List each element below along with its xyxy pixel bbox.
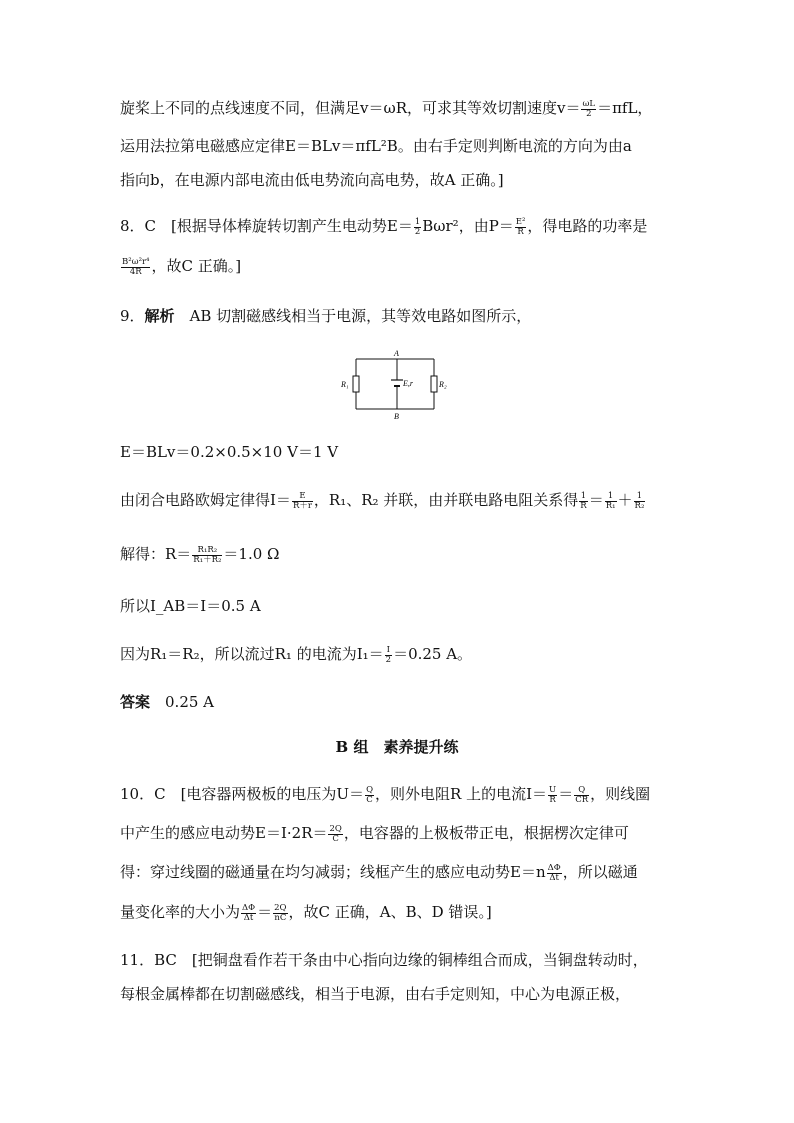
answer-line (120, 692, 214, 712)
fraction: $\frac{E}{R+r}$ (292, 490, 312, 511)
equation-5: 因为R₁＝R₂，所以流过R₁ 的电流为I₁＝ $\frac{I}{2}$ ＝0.25 A。 (120, 644, 473, 665)
equation-4: 所以I_AB＝I＝0.5 A (120, 597, 261, 615)
label-a: A (394, 349, 399, 358)
fraction: $\frac{1}{\text{R₂}}$ (634, 490, 645, 511)
fraction: $\frac{1}{2}$ (414, 216, 421, 237)
question-8-line-1: 8．C [根据导体棒旋转切割产生电动势E＝ $\frac{1}{2}$ Bωr²，由P＝ $\frac{\text{E²}}{R}$ ，得电路的功率是 (120, 216, 648, 237)
question-10-line-4: 量变化率的大小为 $\frac{\Delta\Phi}{\Delta t}$ ＝ $\frac{2Q}{nC}$ ，故C 正确，A、B、D 错误。] (120, 902, 492, 923)
equation-3: 解得：R＝ $\frac{\text{R₁R₂}}{\text{R₁＋R₂}}$ ＝1.0 Ω (120, 544, 280, 565)
fraction: $\frac{2Q}{nC}$ (274, 902, 287, 923)
fraction: $\frac{Q}{C}$ (366, 784, 374, 805)
resistor-r1 (353, 376, 359, 392)
section-title: B 组 素养提升练 (335, 738, 459, 756)
fraction: $\frac{\text{B²ω²r⁴}}{4R}$ (122, 256, 150, 277)
fraction: $\frac{Q}{CR}$ (575, 784, 589, 805)
analysis-label: 解析 (144, 307, 175, 325)
paragraph-line-2: 运用法拉第电磁感应定律E＝BLv＝πfL²B。由右手定则判断电流的方向为由a (120, 137, 632, 155)
answer-label: 答案 (120, 693, 151, 711)
fraction: $\frac{\omega L}{2}$ (582, 98, 596, 119)
paragraph-line-3: 指向b，在电源内部电流由低电势流向高电势，故A 正确。] (120, 171, 504, 189)
fraction: $\frac{\Delta\Phi}{\Delta t}$ (242, 902, 256, 923)
fraction: $\frac{I}{2}$ (385, 644, 392, 665)
question-9-line: 9．解析 AB 切割磁感线相当于电源，其等效电路如图所示， (120, 307, 532, 325)
fraction: $\frac{1}{R}$ (580, 490, 587, 511)
fraction: $\frac{\Delta\Phi}{\Delta t}$ (547, 862, 561, 883)
answer-value: 0.25 A (150, 693, 215, 711)
question-8-line-2: $\frac{\text{B²ω²r⁴}}{4R}$ ，故C 正确。] (122, 256, 242, 277)
question-11-line-2: 每根金属棒都在切割磁感线，相当于电源，由右手定则知，中心为电源正极， (120, 985, 631, 1003)
equation-2: 由闭合电路欧姆定律得I＝ $\frac{E}{R+r}$ ，R₁、R₂ 并联，由并联电路电阻关系得 $\frac{1}{R}$ ＝ $\frac{1}{\text{R₁}}$ ＋ $\frac{1}{\text{R₂}}$ (120, 490, 645, 511)
resistor-r2 (431, 376, 437, 392)
label-emf: E,r (403, 379, 413, 388)
circuit-diagram (340, 348, 450, 420)
question-10-line-3: 得：穿过线圈的磁通量在均匀减弱；线框产生的感应电动势E＝n $\frac{\Delta\Phi}{\Delta t}$ ，所以磁通 (120, 862, 638, 883)
question-11-line-1: 11．BC [把铜盘看作若干条由中心指向边缘的铜棒组合而成，当铜盘转动时， (120, 951, 648, 969)
question-10-line-2: 中产生的感应电动势E＝I·2R＝ $\frac{2Q}{C}$ ，电容器的上极板带正电，根据楞次定律可 (120, 823, 629, 844)
paragraph-line-1: 旋桨上不同的点线速度不同，但满足v＝ωR，可求其等效切割速度v＝ $\frac{\omega L}{2}$ ＝πfL， (120, 98, 653, 119)
fraction: $\frac{\text{E²}}{R}$ (515, 216, 526, 237)
fraction: $\frac{1}{\text{R₁}}$ (605, 490, 616, 511)
question-10-line-1: 10．C [电容器两极板的电压为U＝ $\frac{Q}{C}$ ，则外电阻R 上的电流I＝ $\frac{U}{R}$ ＝ $\frac{Q}{CR}$ ，则线圈 (120, 784, 651, 805)
fraction: $\frac{\text{R₁R₂}}{\text{R₁＋R₂}}$ (193, 544, 222, 565)
equation-1: E＝BLv＝0.2×0.5×10 V＝1 V (120, 443, 339, 461)
fraction: $\frac{2Q}{C}$ (329, 823, 342, 844)
label-b: B (394, 412, 399, 420)
label-r1: R₁ (341, 380, 349, 389)
fraction: $\frac{U}{R}$ (549, 784, 557, 805)
label-r2: R₂ (439, 380, 447, 389)
